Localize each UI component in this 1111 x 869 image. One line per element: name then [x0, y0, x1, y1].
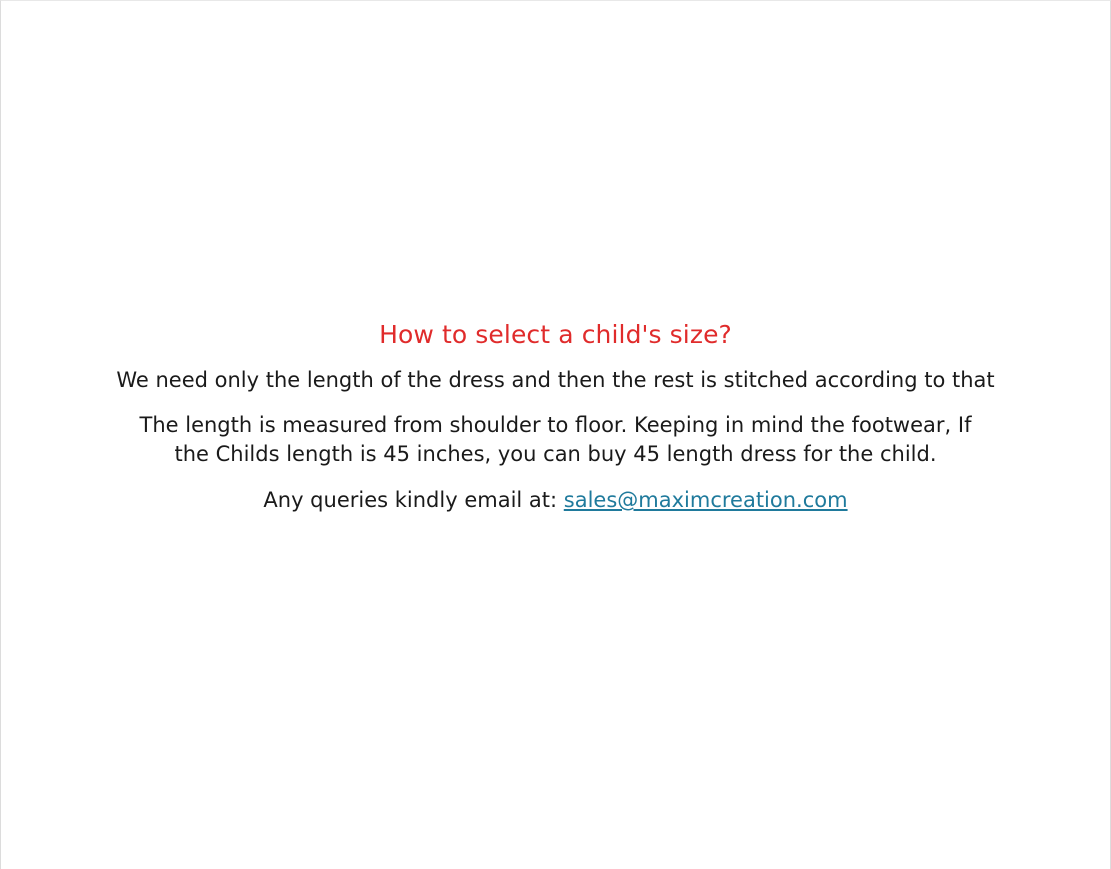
- content-block: [1, 319, 1110, 532]
- intro-paragraph: We need only the length of the dress and then the rest is stitched according to that: [116, 367, 995, 392]
- contact-prefix-text: Any queries kindly email at:: [263, 488, 564, 513]
- measurement-paragraph: The length is measured from shoulder to floor. Keeping in mind the footwear, If the Childs length is 45 inches, you can buy 45 length dress for the child.: [139, 413, 972, 467]
- contact-paragraph: [71, 486, 1040, 515]
- sales-email-link[interactable]: sales@maximcreation.com: [563, 488, 848, 513]
- page-title: How to select a child's size?: [379, 320, 732, 349]
